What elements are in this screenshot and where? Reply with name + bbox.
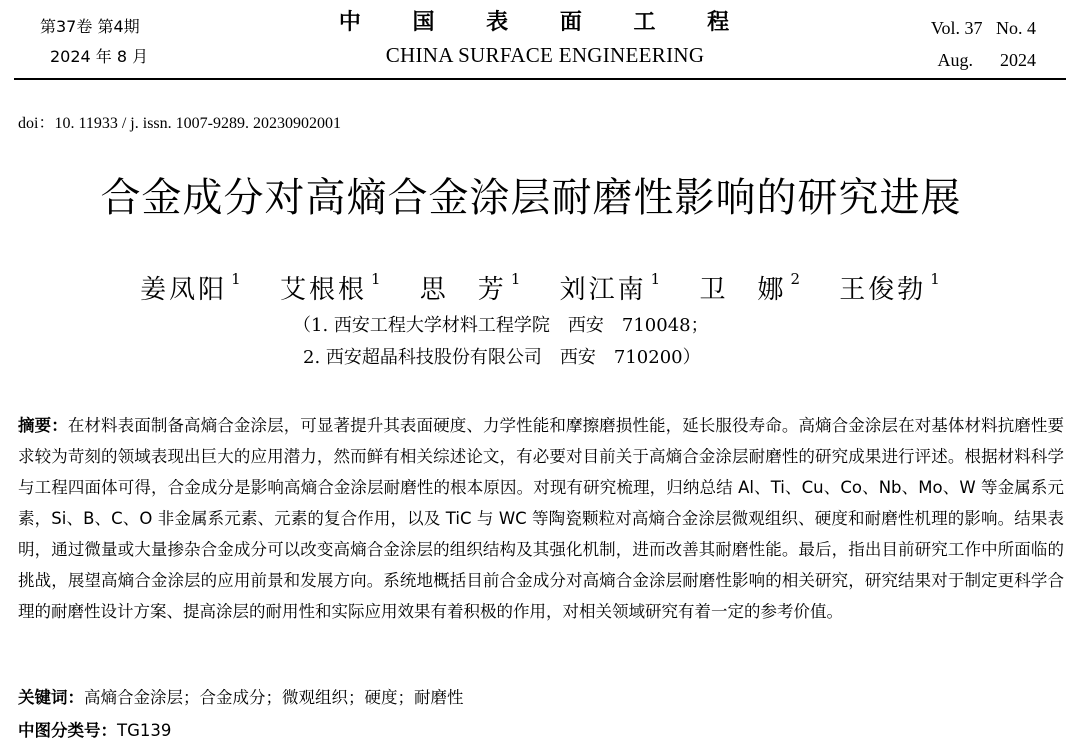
classification <box>18 716 171 746</box>
doi[interactable]: doi：10. 11933 / j. issn. 1007-9289. 20230902001 <box>18 115 341 132</box>
journal-masthead <box>0 8 1080 72</box>
keywords-label: 关键词： <box>18 688 84 707</box>
abstract <box>18 410 1064 627</box>
issue-en: No. 4 <box>996 18 1036 38</box>
journal-name-cn: 中 国 表 面 工 程 <box>338 10 752 35</box>
header-divider <box>14 78 1066 80</box>
author-list <box>0 258 1080 311</box>
keywords-text: 高熵合金涂层；合金成分；微观组织；硬度；耐磨性 <box>84 688 464 707</box>
paper-title: 合金成分对高熵合金涂层耐磨性影响的研究进展 <box>100 175 962 221</box>
affiliations <box>293 310 709 374</box>
year-en: 2024 <box>1000 50 1036 70</box>
month-en: Aug. <box>937 50 973 70</box>
author: 卫 娜 $^2$ <box>699 270 801 305</box>
classification-label: 中图分类号： <box>18 721 117 740</box>
author: 刘江南 $^1$ <box>559 270 661 305</box>
affiliation-1: （1. 西安工程大学材料工程学院 西安 710048； <box>293 315 709 336</box>
header-right <box>931 12 1036 76</box>
keywords <box>18 683 464 713</box>
author: 王俊勃 $^1$ <box>839 270 940 305</box>
affiliation-2: 2. 西安超晶科技股份有限公司 西安 710200） <box>303 347 701 368</box>
classification-code: TG139 <box>117 721 172 740</box>
author: 姜凤阳 $^1$ <box>140 270 241 305</box>
abstract-text: 在材料表面制备高熵合金涂层，可显著提升其表面硬度、力学性能和摩擦磨损性能，延长服役寿命。高熵合金涂层在对基体材料抗磨性要求较为苛刻的领域表现出巨大的应用潜力，然而鲜有相关综述论文，有必要对目前关于高熵合金涂层耐磨性的研究成果进行评述。根据材料科学与工程四面体可得，合金成分是影响高熵合金涂层耐磨性的根本原因。对现有研究梳理，归纳总结 Al、Ti、Cu、Co、Nb、Mo、W 等金属系元素，Si、B、C、O 非金属系元素、元素的复合作用，以及 TiC 与 WC 等陶瓷颗粒对高熵合金涂层微观组织、硬度和耐磨性机理的影响。结果表明，通过微量或大量掺杂合金成分可以改变高熵合金涂层的组织结构及其强化机制，进而改善其耐磨性能。最后，指出目前研究工作中所面临的挑战，展望高熵合金涂层的应用前景和发展方向。系统地概括目前合金成分对高熵合金涂层耐磨性影响的相关研究，研究结果对于制定更科学合理的耐磨性设计方案、提高涂层的耐用性和实际应用效果有着积极的作用，对相关领域研究有着一定的参考价值。 <box>18 416 1065 621</box>
date-cn: 2024 年 8 月 <box>50 47 149 66</box>
volume-issue-cn: 第37卷 第4期 <box>40 17 140 36</box>
journal-name-en: CHINA SURFACE ENGINEERING <box>385 43 705 67</box>
abstract-label: 摘要： <box>18 416 68 435</box>
author: 思 芳 $^1$ <box>419 270 521 305</box>
author: 艾根根 $^1$ <box>279 270 381 305</box>
volume-en: Vol. 37 <box>930 18 983 38</box>
